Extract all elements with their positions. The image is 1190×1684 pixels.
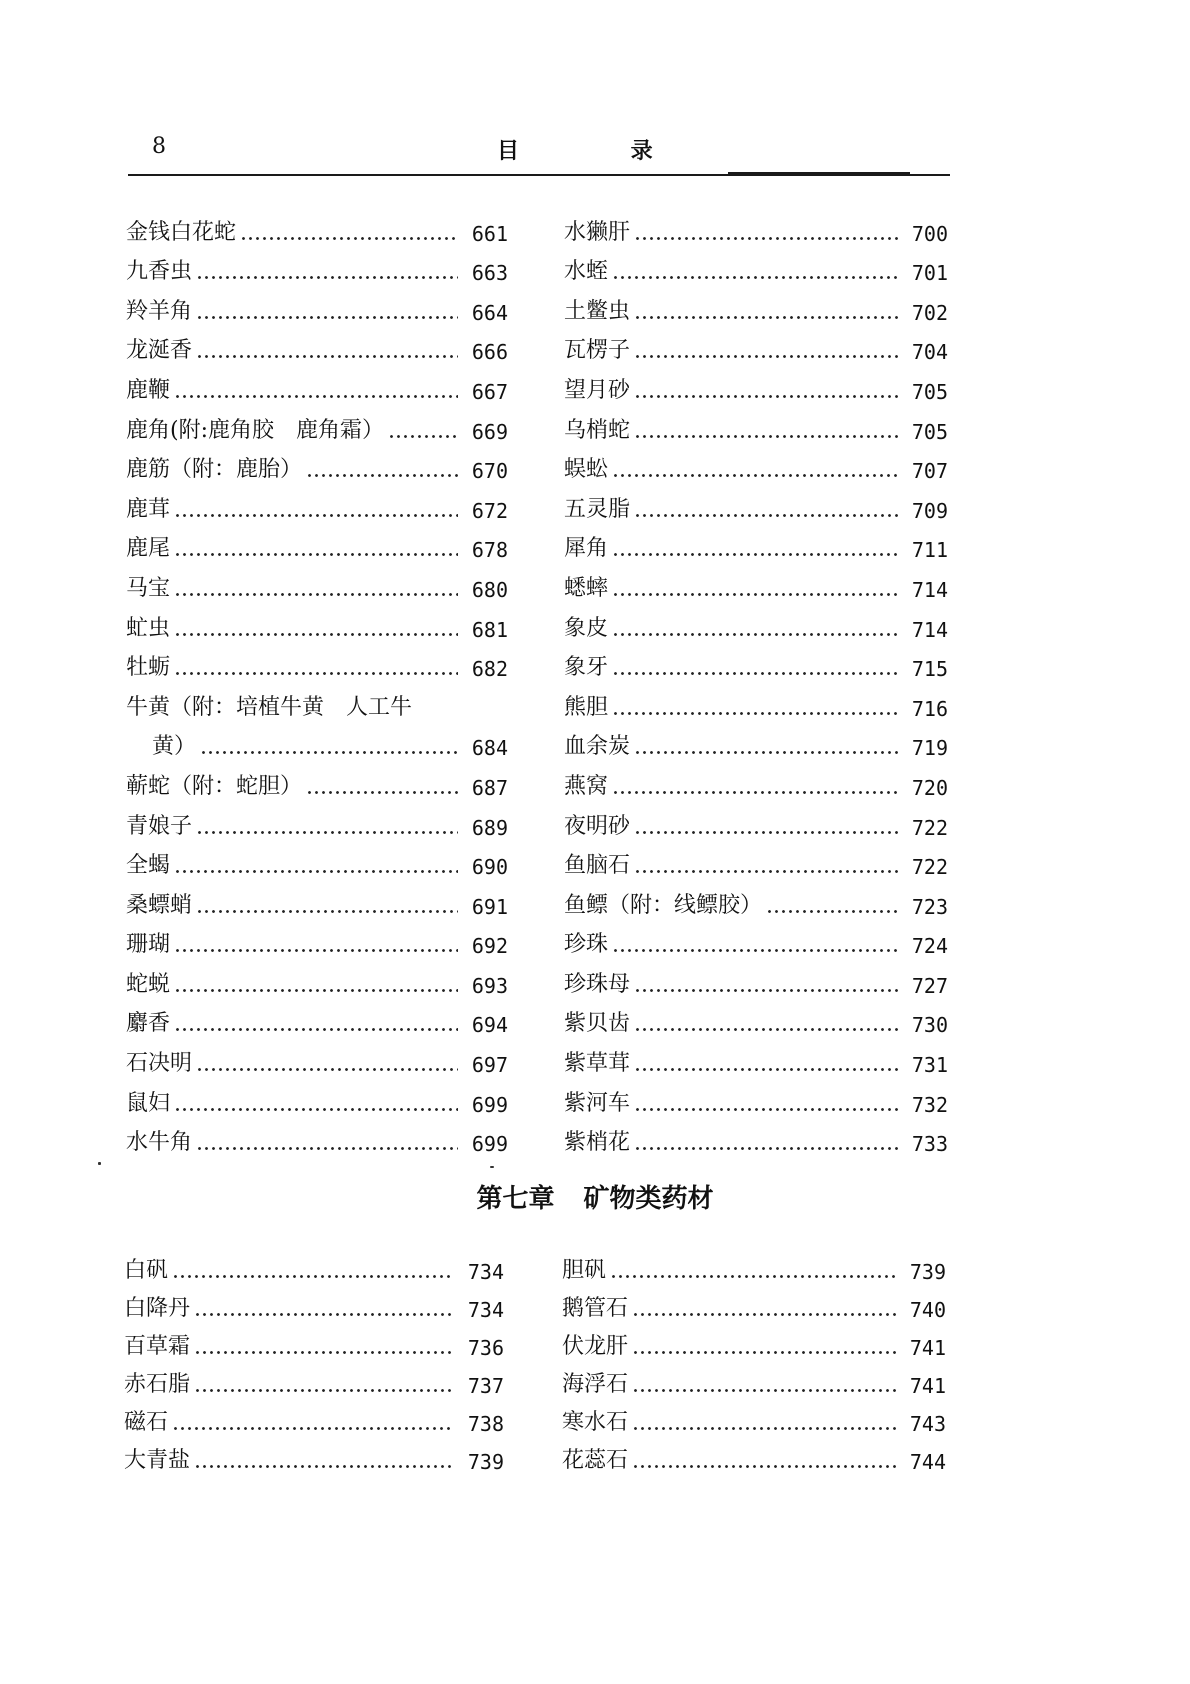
toc-column-left xyxy=(126,206,508,1156)
dot-leader xyxy=(194,1296,454,1318)
toc-entry xyxy=(126,919,508,959)
toc-entry-page: 744 xyxy=(909,1450,946,1474)
toc-entry-page: 680 xyxy=(471,577,508,602)
dot-leader xyxy=(174,932,458,954)
toc-entry xyxy=(126,523,508,563)
toc-entry xyxy=(562,1322,946,1360)
toc-column-right-ch7 xyxy=(562,1246,946,1474)
toc-entry xyxy=(126,206,508,246)
dot-leader xyxy=(200,734,458,756)
dot-leader xyxy=(634,497,898,519)
toc-entry-name: 珍珠 xyxy=(564,932,609,958)
toc-entry-page: 672 xyxy=(471,498,508,523)
toc-entry-name: 麝香 xyxy=(126,1011,171,1037)
dot-leader xyxy=(196,1130,458,1152)
dot-leader xyxy=(632,1410,896,1432)
toc-entry-name: 龙涎香 xyxy=(126,338,193,364)
toc-entry-name: 胆矾 xyxy=(562,1258,607,1283)
toc-entry xyxy=(564,562,948,602)
toc-entry-page: 715 xyxy=(911,657,948,682)
toc-entry-name: 紫贝齿 xyxy=(564,1011,631,1037)
dot-leader xyxy=(172,1410,454,1432)
toc-entry-name: 牡蛎 xyxy=(126,655,171,681)
dot-leader xyxy=(612,695,898,717)
toc-entry-name: 血余炭 xyxy=(564,734,631,760)
header-rule-accent xyxy=(728,172,910,176)
toc-entry xyxy=(564,1117,948,1157)
toc-entry xyxy=(564,364,948,404)
dot-leader xyxy=(174,497,458,519)
toc-entry-name: 紫梢花 xyxy=(564,1130,631,1156)
toc-entry-name: 花蕊石 xyxy=(562,1448,629,1473)
toc-entry-name: 蕲蛇（附：蛇胆） xyxy=(126,773,303,799)
toc-entry-name: 桑螵蛸 xyxy=(126,892,193,918)
toc-entry xyxy=(564,879,948,919)
toc-entry xyxy=(126,404,508,444)
toc-entry xyxy=(564,1037,948,1077)
toc-entry-name: 鹿角(附:鹿角胶 鹿角霜） xyxy=(126,417,384,443)
toc-entry xyxy=(126,681,508,721)
dot-leader xyxy=(632,1296,896,1318)
dot-leader xyxy=(196,299,458,321)
toc-entry-name: 牛黄（附：培植牛黄 人工牛 xyxy=(126,694,413,720)
dot-leader xyxy=(634,1011,898,1033)
toc-entry-name: 水蛭 xyxy=(564,259,609,285)
toc-entry-page: 687 xyxy=(471,775,508,800)
toc-entry-page: 737 xyxy=(467,1374,504,1398)
toc-entry-page: 738 xyxy=(467,1412,504,1436)
toc-entry xyxy=(124,1360,504,1398)
toc-entry-name: 象牙 xyxy=(564,655,609,681)
toc-entry-page: 681 xyxy=(471,617,508,642)
toc-entry-page: 693 xyxy=(471,973,508,998)
toc-entry-name: 鹿尾 xyxy=(126,536,171,562)
toc-entry-name: 夜明砂 xyxy=(564,813,631,839)
toc-entry-page: 739 xyxy=(467,1450,504,1474)
toc-entry xyxy=(126,1037,508,1077)
toc-entry xyxy=(562,1398,946,1436)
toc-entry-page: 736 xyxy=(467,1336,504,1360)
toc-entry-name: 水牛角 xyxy=(126,1130,193,1156)
toc-entry-name: 鹅管石 xyxy=(562,1296,629,1321)
dot-leader xyxy=(174,576,458,598)
dot-leader xyxy=(612,616,898,638)
toc-entry-page: 741 xyxy=(909,1336,946,1360)
toc-entry-page: 711 xyxy=(911,538,948,563)
toc-entry-name: 白矾 xyxy=(124,1258,169,1283)
dot-leader xyxy=(174,616,458,638)
toc-entry xyxy=(126,800,508,840)
dot-leader xyxy=(612,655,898,677)
toc-entry xyxy=(564,523,948,563)
dot-leader xyxy=(196,259,458,281)
toc-entry xyxy=(564,246,948,286)
toc-entry-page: 678 xyxy=(471,538,508,563)
toc-entry xyxy=(564,206,948,246)
toc-entry-page: 664 xyxy=(471,300,508,325)
toc-entry xyxy=(564,483,948,523)
dot-leader xyxy=(634,814,898,836)
toc-entry-page: 666 xyxy=(471,340,508,365)
dot-leader xyxy=(634,734,898,756)
toc-column-left-ch7 xyxy=(124,1246,504,1474)
toc-entry-page: 732 xyxy=(911,1092,948,1117)
toc-entry-page: 691 xyxy=(471,894,508,919)
toc-entry xyxy=(564,285,948,325)
toc-entry-name: 白降丹 xyxy=(124,1296,191,1321)
toc-entry-page: 716 xyxy=(911,696,948,721)
toc-entry-page: 714 xyxy=(911,577,948,602)
dot-leader xyxy=(610,1258,896,1280)
toc-entry xyxy=(124,1246,504,1284)
toc-entry-name: 鹿鞭 xyxy=(126,377,171,403)
toc-entry-name: 五灵脂 xyxy=(564,496,631,522)
toc-entry xyxy=(126,998,508,1038)
toc-entry-page: 699 xyxy=(471,1092,508,1117)
dot-leader xyxy=(612,932,898,954)
toc-entry xyxy=(562,1436,946,1474)
toc-entry-name: 土鳖虫 xyxy=(564,298,631,324)
toc-entry-name: 珊瑚 xyxy=(126,932,171,958)
toc-entry-name: 磁石 xyxy=(124,1410,169,1435)
toc-entry xyxy=(124,1322,504,1360)
dot-leader xyxy=(172,1258,454,1280)
dot-leader xyxy=(174,655,458,677)
toc-entry xyxy=(564,681,948,721)
dot-leader xyxy=(634,338,898,360)
toc-entry-page: 741 xyxy=(909,1374,946,1398)
dot-leader xyxy=(196,1051,458,1073)
dot-leader xyxy=(634,299,898,321)
toc-entry xyxy=(564,958,948,998)
toc-entry-name: 海浮石 xyxy=(562,1372,629,1397)
toc-entry-page: 663 xyxy=(471,261,508,286)
toc-entry xyxy=(126,1117,508,1157)
toc-entry-name: 紫河车 xyxy=(564,1090,631,1116)
toc-entry-name: 青娘子 xyxy=(126,813,193,839)
toc-entry xyxy=(564,760,948,800)
dot-leader xyxy=(240,220,458,242)
toc-entry-name: 蜈蚣 xyxy=(564,457,609,483)
scan-speck xyxy=(490,1166,494,1168)
toc-entry-page: 714 xyxy=(911,617,948,642)
toc-entry-name: 蛇蜕 xyxy=(126,971,171,997)
toc-entry-name: 羚羊角 xyxy=(126,298,193,324)
dot-leader xyxy=(632,1448,896,1470)
dot-leader xyxy=(634,853,898,875)
dot-leader xyxy=(174,378,458,400)
dot-leader xyxy=(634,1051,898,1073)
toc-entry-name: 寒水石 xyxy=(562,1410,629,1435)
toc-entry-name: 黄） xyxy=(152,734,197,760)
toc-entry-page: 670 xyxy=(471,459,508,484)
toc-entry-page: 727 xyxy=(911,973,948,998)
toc-entry-page: 740 xyxy=(909,1298,946,1322)
dot-leader xyxy=(306,774,458,796)
toc-entry xyxy=(124,1436,504,1474)
toc-entry xyxy=(126,562,508,602)
toc-entry-page: 702 xyxy=(911,300,948,325)
dot-leader xyxy=(612,536,898,558)
dot-leader xyxy=(612,576,898,598)
toc-entry xyxy=(564,1077,948,1117)
toc-entry-page: 720 xyxy=(911,775,948,800)
toc-entry-name: 鼠妇 xyxy=(126,1090,171,1116)
dot-leader xyxy=(194,1448,454,1470)
toc-entry xyxy=(564,721,948,761)
toc-entry-page: 694 xyxy=(471,1013,508,1038)
toc-entry-page: 682 xyxy=(471,657,508,682)
toc-entry-page: 722 xyxy=(911,815,948,840)
dot-leader xyxy=(194,1372,454,1394)
dot-leader xyxy=(196,814,458,836)
toc-entry-page: 689 xyxy=(471,815,508,840)
toc-entry xyxy=(126,325,508,365)
toc-entry-name: 石决明 xyxy=(126,1051,193,1077)
dot-leader xyxy=(766,893,898,915)
toc-entry-name: 鱼脑石 xyxy=(564,853,631,879)
toc-entry-name: 虻虫 xyxy=(126,615,171,641)
dot-leader xyxy=(306,457,458,479)
toc-entry xyxy=(126,364,508,404)
toc-entry-page: 684 xyxy=(471,736,508,761)
toc-entry xyxy=(126,760,508,800)
dot-leader xyxy=(194,1334,454,1356)
toc-entry-name: 燕窝 xyxy=(564,773,609,799)
toc-entry-page: 705 xyxy=(911,419,948,444)
toc-entry-name: 犀角 xyxy=(564,536,609,562)
toc-entry xyxy=(564,325,948,365)
toc-entry-name: 象皮 xyxy=(564,615,609,641)
scan-speck xyxy=(98,1162,101,1165)
toc-entry-name: 紫草茸 xyxy=(564,1051,631,1077)
toc-entry-page: 690 xyxy=(471,855,508,880)
toc-entry-name: 瓦楞子 xyxy=(564,338,631,364)
toc-entry-name: 望月砂 xyxy=(564,377,631,403)
toc-entry-name: 马宝 xyxy=(126,575,171,601)
toc-column-right xyxy=(564,206,948,1156)
dot-leader xyxy=(612,457,898,479)
toc-entry-name: 大青盐 xyxy=(124,1448,191,1473)
toc-entry-name: 珍珠母 xyxy=(564,971,631,997)
chapter-heading xyxy=(0,1178,1190,1215)
dot-leader xyxy=(174,1091,458,1113)
toc-entry xyxy=(562,1246,946,1284)
toc-entry-page: 733 xyxy=(911,1132,948,1157)
dot-leader xyxy=(634,220,898,242)
toc-entry xyxy=(126,879,508,919)
toc-entry xyxy=(564,919,948,959)
toc-entry-page: 692 xyxy=(471,934,508,959)
toc-entry-page: 699 xyxy=(471,1132,508,1157)
toc-entry-page: 719 xyxy=(911,736,948,761)
toc-entry xyxy=(562,1284,946,1322)
dot-leader xyxy=(634,972,898,994)
toc-entry-page: 701 xyxy=(911,261,948,286)
toc-entry-name: 金钱白花蛇 xyxy=(126,219,237,245)
toc-entry-page: 669 xyxy=(471,419,508,444)
dot-leader xyxy=(174,1011,458,1033)
toc-entry-page: 739 xyxy=(909,1260,946,1284)
toc-entry-page: 734 xyxy=(467,1260,504,1284)
dot-leader xyxy=(196,893,458,915)
toc-entry-page: 700 xyxy=(911,221,948,246)
toc-entry-page: 731 xyxy=(911,1053,948,1078)
dot-leader xyxy=(632,1372,896,1394)
toc-entry xyxy=(126,246,508,286)
toc-entry-page: 661 xyxy=(471,221,508,246)
toc-entry-page: 704 xyxy=(911,340,948,365)
toc-entry-name: 熊胆 xyxy=(564,694,609,720)
dot-leader xyxy=(612,774,898,796)
toc-entry-page: 743 xyxy=(909,1412,946,1436)
toc-entry-page: 734 xyxy=(467,1298,504,1322)
chapter-title: 矿物类药材 xyxy=(583,1184,714,1214)
toc-entry xyxy=(564,404,948,444)
toc-entry xyxy=(124,1398,504,1436)
toc-entry xyxy=(126,840,508,880)
dot-leader xyxy=(612,259,898,281)
dot-leader xyxy=(174,972,458,994)
toc-entry xyxy=(126,1077,508,1117)
dot-leader xyxy=(634,1091,898,1113)
toc-entry xyxy=(124,1284,504,1322)
dot-leader xyxy=(634,378,898,400)
toc-entry-name: 赤石脂 xyxy=(124,1372,191,1397)
page-title: 目 录 xyxy=(497,138,705,164)
toc-entry-name: 伏龙肝 xyxy=(562,1334,629,1359)
toc-entry-page: 722 xyxy=(911,855,948,880)
dot-leader xyxy=(634,418,898,440)
toc-entry-name: 蟋蟀 xyxy=(564,575,609,601)
toc-entry xyxy=(126,285,508,325)
toc-entry xyxy=(564,998,948,1038)
toc-entry-page: 667 xyxy=(471,379,508,404)
chapter-number: 第七章 xyxy=(476,1184,555,1214)
toc-entry-name: 全蝎 xyxy=(126,853,171,879)
dot-leader xyxy=(174,536,458,558)
page-number: 8 xyxy=(152,134,166,159)
toc-entry-page: 724 xyxy=(911,934,948,959)
toc-entry-name: 鱼鳔（附：线鳔胶） xyxy=(564,892,763,918)
toc-entry-name: 九香虫 xyxy=(126,259,193,285)
dot-leader xyxy=(388,418,458,440)
toc-entry-page: 730 xyxy=(911,1013,948,1038)
dot-leader xyxy=(632,1334,896,1356)
toc-entry-name: 鹿筋（附：鹿胎） xyxy=(126,457,303,483)
toc-entry-name: 水獭肝 xyxy=(564,219,631,245)
toc-entry xyxy=(564,840,948,880)
toc-entry xyxy=(564,602,948,642)
dot-leader xyxy=(634,1130,898,1152)
toc-entry-page: 723 xyxy=(911,894,948,919)
toc-entry xyxy=(562,1360,946,1398)
toc-entry-page: 707 xyxy=(911,459,948,484)
toc-entry xyxy=(564,800,948,840)
toc-entry-name: 乌梢蛇 xyxy=(564,417,631,443)
toc-entry-name: 鹿茸 xyxy=(126,496,171,522)
toc-entry-name: 百草霜 xyxy=(124,1334,191,1359)
dot-leader xyxy=(196,338,458,360)
toc-entry xyxy=(126,602,508,642)
toc-entry-page: 709 xyxy=(911,498,948,523)
toc-entry xyxy=(126,958,508,998)
toc-entry xyxy=(126,642,508,682)
toc-entry-page: 697 xyxy=(471,1053,508,1078)
toc-entry xyxy=(126,444,508,484)
toc-entry-page: 705 xyxy=(911,379,948,404)
dot-leader xyxy=(174,853,458,875)
toc-entry xyxy=(126,721,508,761)
toc-entry xyxy=(126,483,508,523)
toc-entry xyxy=(564,642,948,682)
toc-entry xyxy=(564,444,948,484)
